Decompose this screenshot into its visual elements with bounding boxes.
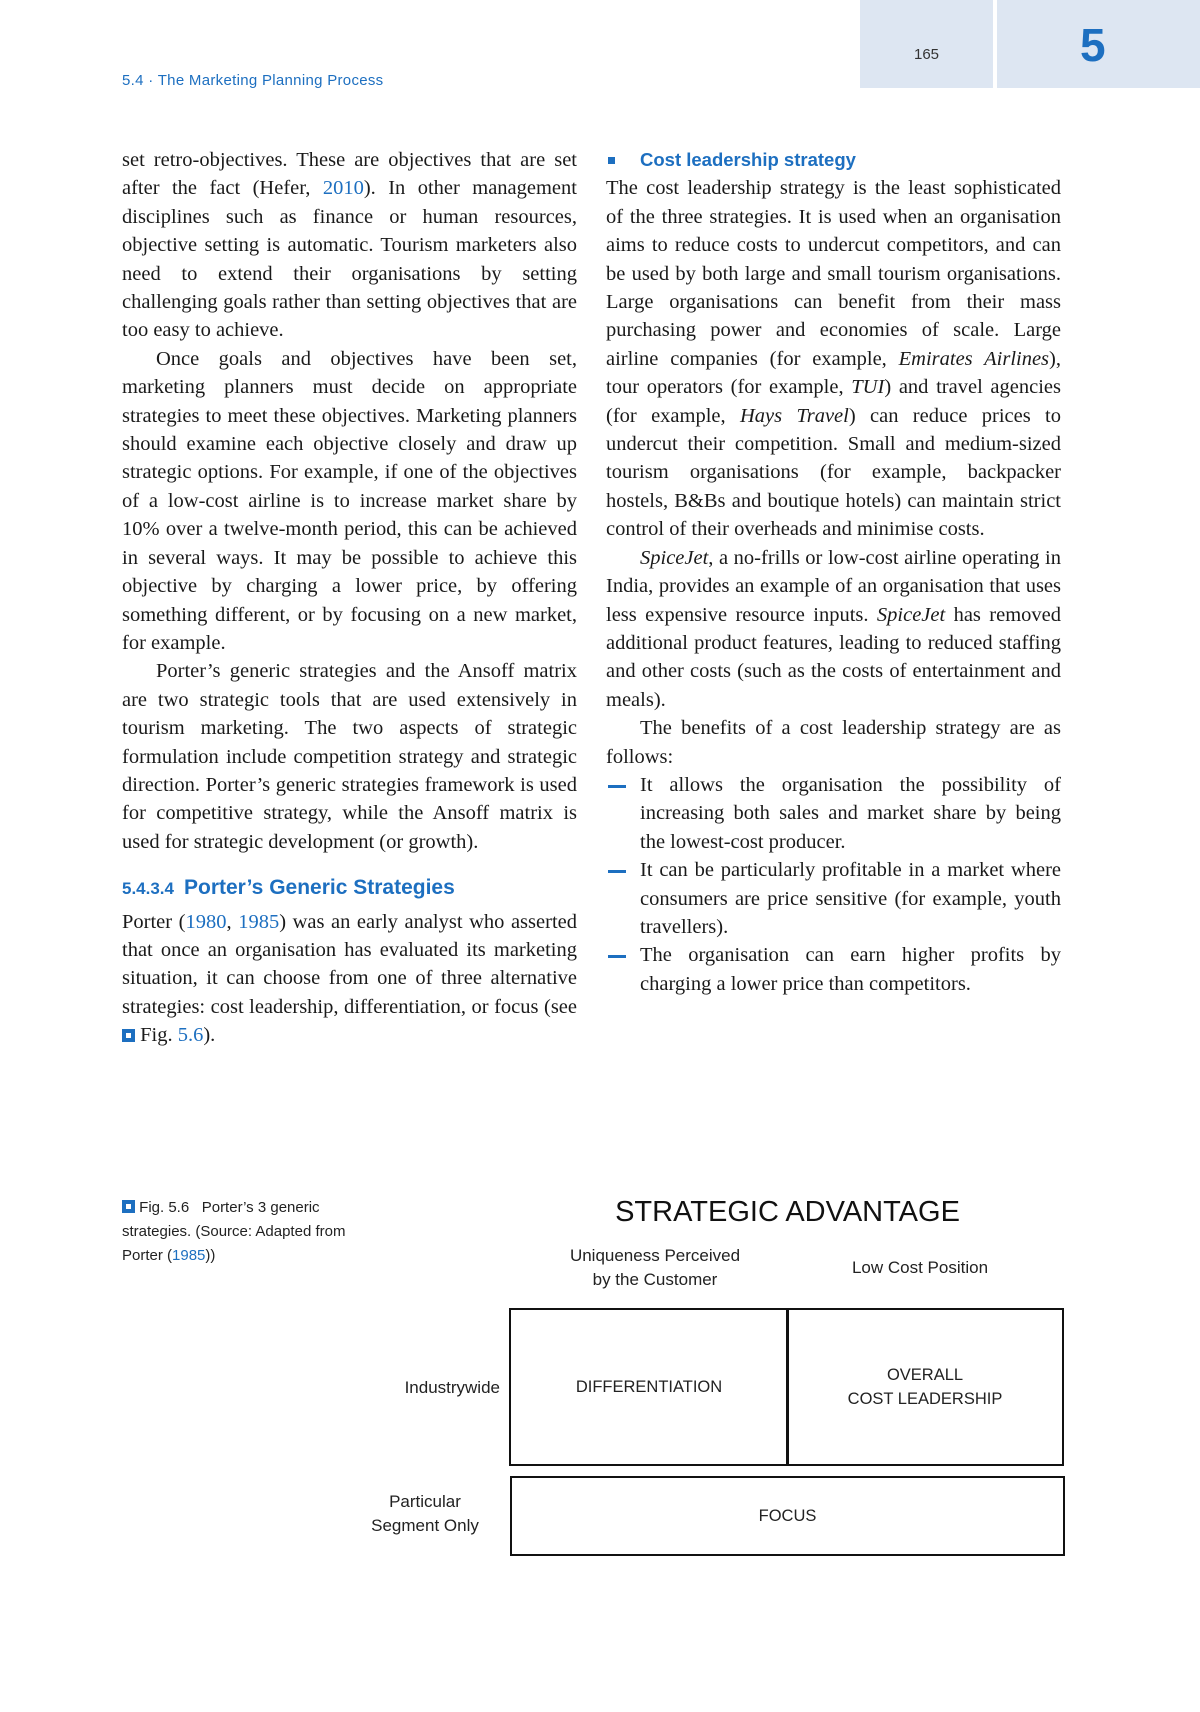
list-item: It allows the organisation the possibility of increasing both sales and market share by being the lowest-cost producer. bbox=[606, 771, 1061, 856]
section-number: 5.4.3.4 bbox=[122, 879, 174, 899]
row-label-industrywide: Industrywide bbox=[404, 1378, 500, 1397]
section-heading bbox=[122, 874, 577, 903]
paragraph: Porter’s generic strategies and the Ansoff matrix are two strategic tools that are used extensively in tourism marketing. The two aspects of strategic formulation include competition strategy and strategic direction. Porter’s generic strategies framework is used for competitive strategy, while the Ansoff matrix is used for strategic development (or growth). bbox=[122, 660, 577, 853]
cell-focus: FOCUS bbox=[510, 1476, 1065, 1556]
citation-link[interactable]: 1985 bbox=[238, 910, 280, 933]
figure-title: STRATEGIC ADVANTAGE bbox=[615, 1196, 960, 1228]
citation-link[interactable]: 2010 bbox=[322, 177, 364, 200]
list-item: The organisation can earn higher profits by charging a lower price than competitors. bbox=[606, 941, 1061, 998]
left-column bbox=[122, 146, 577, 1050]
cell-differentiation: DIFFERENTIATION bbox=[509, 1308, 789, 1466]
figure-ref-icon bbox=[122, 1200, 135, 1213]
section-title: Porter’s Generic Strategies bbox=[184, 876, 455, 900]
paragraph: The benefits of a cost leadership strategy are as follows: bbox=[606, 717, 1061, 768]
figure-link[interactable]: 5.6 bbox=[177, 1024, 204, 1047]
column-label-uniqueness: Uniqueness Perceived by the Customer bbox=[569, 1246, 741, 1289]
figure-label: Fig. 5.6 bbox=[139, 1199, 190, 1216]
paragraph: Once goals and objectives have been set, marketing planners must decide on appropriate strategies to meet these objectives. Marketing planners should examine each objective closely and draw up strategic options. For example, if one of the objectives of a low-cost airline is to increase market share by 10% over a twelve-month period, this can be achieved in several ways. It may be possible to achieve this objective by charging a lower price, by offering something different, or by focusing on a new market, for example. bbox=[122, 347, 577, 654]
paragraph: set retro-objectives. These are objectives that are set after the fact (Hefer, 2010). In other management disciplines such as finance or human resources, objective setting is automatic. Tourism marketers also need to extend their organisations by setting challenging goals rather than setting objectives that are too easy to achieve. bbox=[122, 149, 577, 342]
square-bullet-icon bbox=[608, 157, 615, 164]
list-item: It can be particularly profitable in a market where consumers are price sensitive (for example, youth travellers). bbox=[606, 856, 1061, 941]
paragraph: Porter (1980, 1985) was an early analyst who asserted that once an organisation has evaluated its marketing situation, it can choose from one of three alternative strategies: cost leadership, differentiation, or focus (see Fig. 5.6). bbox=[122, 910, 577, 1047]
chapter-number: 5 bbox=[1080, 19, 1106, 71]
paragraph: The cost leadership strategy is the least sophisticated of the three strategies. It is used when an organisation aims to reduce costs to undercut competitors, and can be used by both large and small tourism organisations. Large organisations can benefit from their mass purchasing power and economies of scale. Large airline companies (for example, Emirates Airlines), tour operators (for example, TUI) and travel agencies (for example, Hays Travel) can reduce prices to undercut their competition. Small and medium-sized tourism organisations (for example, backpacker hostels, B&Bs and boutique hotels) can maintain strict control of their overheads and minimise costs. bbox=[606, 177, 1062, 541]
paragraph: SpiceJet, a no-frills or low-cost airline operating in India, provides an example of an organisation that uses less expensive resource inputs. SpiceJet has removed additional product features, leading to reduced staffing and other costs (such as the costs of entertainment and meals). bbox=[606, 546, 1061, 711]
header-page-box bbox=[860, 0, 993, 88]
cell-cost-leadership: OVERALL COST LEADERSHIP bbox=[786, 1308, 1064, 1466]
column-label-low-cost: Low Cost Position bbox=[851, 1258, 989, 1277]
running-title: 5.4 · The Marketing Planning Process bbox=[122, 72, 384, 89]
row-label-segment: Particular Segment Only bbox=[371, 1492, 479, 1535]
right-column bbox=[606, 146, 1061, 998]
benefits-list bbox=[606, 771, 1061, 998]
subheading: Cost leadership strategy bbox=[606, 146, 1061, 174]
citation-link[interactable]: 1980 bbox=[185, 910, 227, 933]
citation-link[interactable]: 1985 bbox=[172, 1247, 206, 1264]
figure-caption: Fig. 5.6 Porter’s 3 generic strategies. (Source: Adapted from Porter (1985)) bbox=[122, 1199, 346, 1264]
page-number: 165 bbox=[913, 46, 940, 63]
figure-ref-icon bbox=[122, 1029, 135, 1042]
